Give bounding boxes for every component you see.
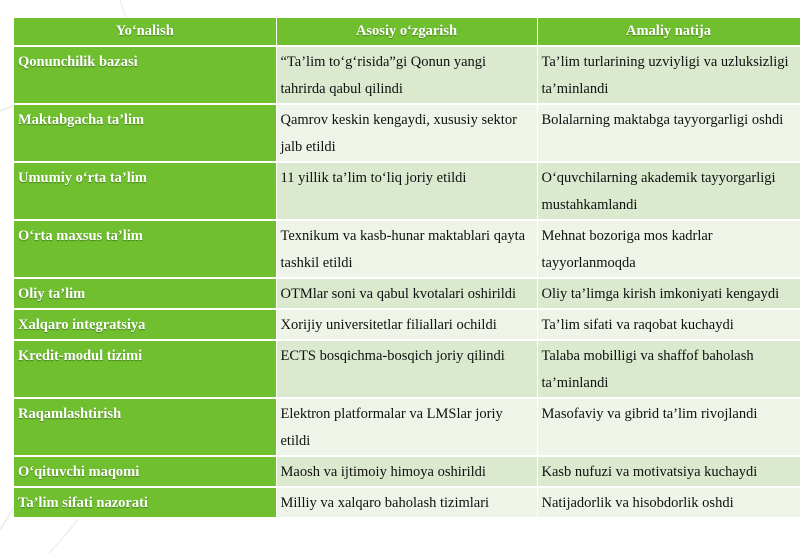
table-row [14,220,800,278]
table-header-row [14,18,800,46]
row-direction-cell: Kredit-modul tizimi [14,340,276,398]
row-direction-cell: O‘qituvchi maqomi [14,456,276,487]
practical-result-cell: Oliy ta’limga kirish imkoniyati kengaydi [537,278,800,309]
practical-result-cell: Natijadorlik va hisobdorlik oshdi [537,487,800,518]
row-direction-cell: Oliy ta’lim [14,278,276,309]
table-row [14,456,800,487]
practical-result-cell: Mehnat bozoriga mos kadrlar tayyorlanmoqda [537,220,800,278]
practical-result-cell: Kasb nufuzi va motivatsiya kuchaydi [537,456,800,487]
header-practical-result: Amaliy natija [537,18,800,46]
practical-result-cell: Ta’lim turlarining uzviyligi va uzluksizligi ta’minlandi [537,46,800,104]
main-change-cell: 11 yillik ta’lim to‘liq joriy etildi [276,162,537,220]
row-direction-cell: O‘rta maxsus ta’lim [14,220,276,278]
practical-result-cell: O‘quvchilarning akademik tayyorgarligi mustahkamlandi [537,162,800,220]
main-change-cell: Elektron platformalar va LMSlar joriy etildi [276,398,537,456]
main-change-cell: Texnikum va kasb-hunar maktablari qayta tashkil etildi [276,220,537,278]
row-direction-cell: Umumiy o‘rta ta’lim [14,162,276,220]
row-direction-cell: Raqamlashtirish [14,398,276,456]
table-row [14,278,800,309]
main-change-cell: “Ta’lim to‘g‘risida”gi Qonun yangi tahrirda qabul qilindi [276,46,537,104]
reforms-table [14,18,800,519]
practical-result-cell: Masofaviy va gibrid ta’lim rivojlandi [537,398,800,456]
main-change-cell: Xorijiy universitetlar filiallari ochildi [276,309,537,340]
table-row [14,309,800,340]
table-row [14,487,800,518]
table-row [14,398,800,456]
header-direction: Yo‘nalish [14,18,276,46]
row-direction-cell: Xalqaro integratsiya [14,309,276,340]
main-change-cell: Maosh va ijtimoiy himoya oshirildi [276,456,537,487]
main-change-cell: Qamrov keskin kengaydi, xususiy sektor jalb etildi [276,104,537,162]
main-change-cell: Milliy va xalqaro baholash tizimlari [276,487,537,518]
header-main-change: Asosiy o‘zgarish [276,18,537,46]
row-direction-cell: Ta’lim sifati nazorati [14,487,276,518]
table-row [14,340,800,398]
row-direction-cell: Qonunchilik bazasi [14,46,276,104]
table-row [14,104,800,162]
table-row [14,46,800,104]
practical-result-cell: Ta’lim sifati va raqobat kuchaydi [537,309,800,340]
practical-result-cell: Talaba mobilligi va shaffof baholash ta’minlandi [537,340,800,398]
practical-result-cell: Bolalarning maktabga tayyorgarligi oshdi [537,104,800,162]
main-change-cell: OTMlar soni va qabul kvotalari oshirildi [276,278,537,309]
main-change-cell: ECTS bosqichma-bosqich joriy qilindi [276,340,537,398]
table-row [14,162,800,220]
row-direction-cell: Maktabgacha ta’lim [14,104,276,162]
